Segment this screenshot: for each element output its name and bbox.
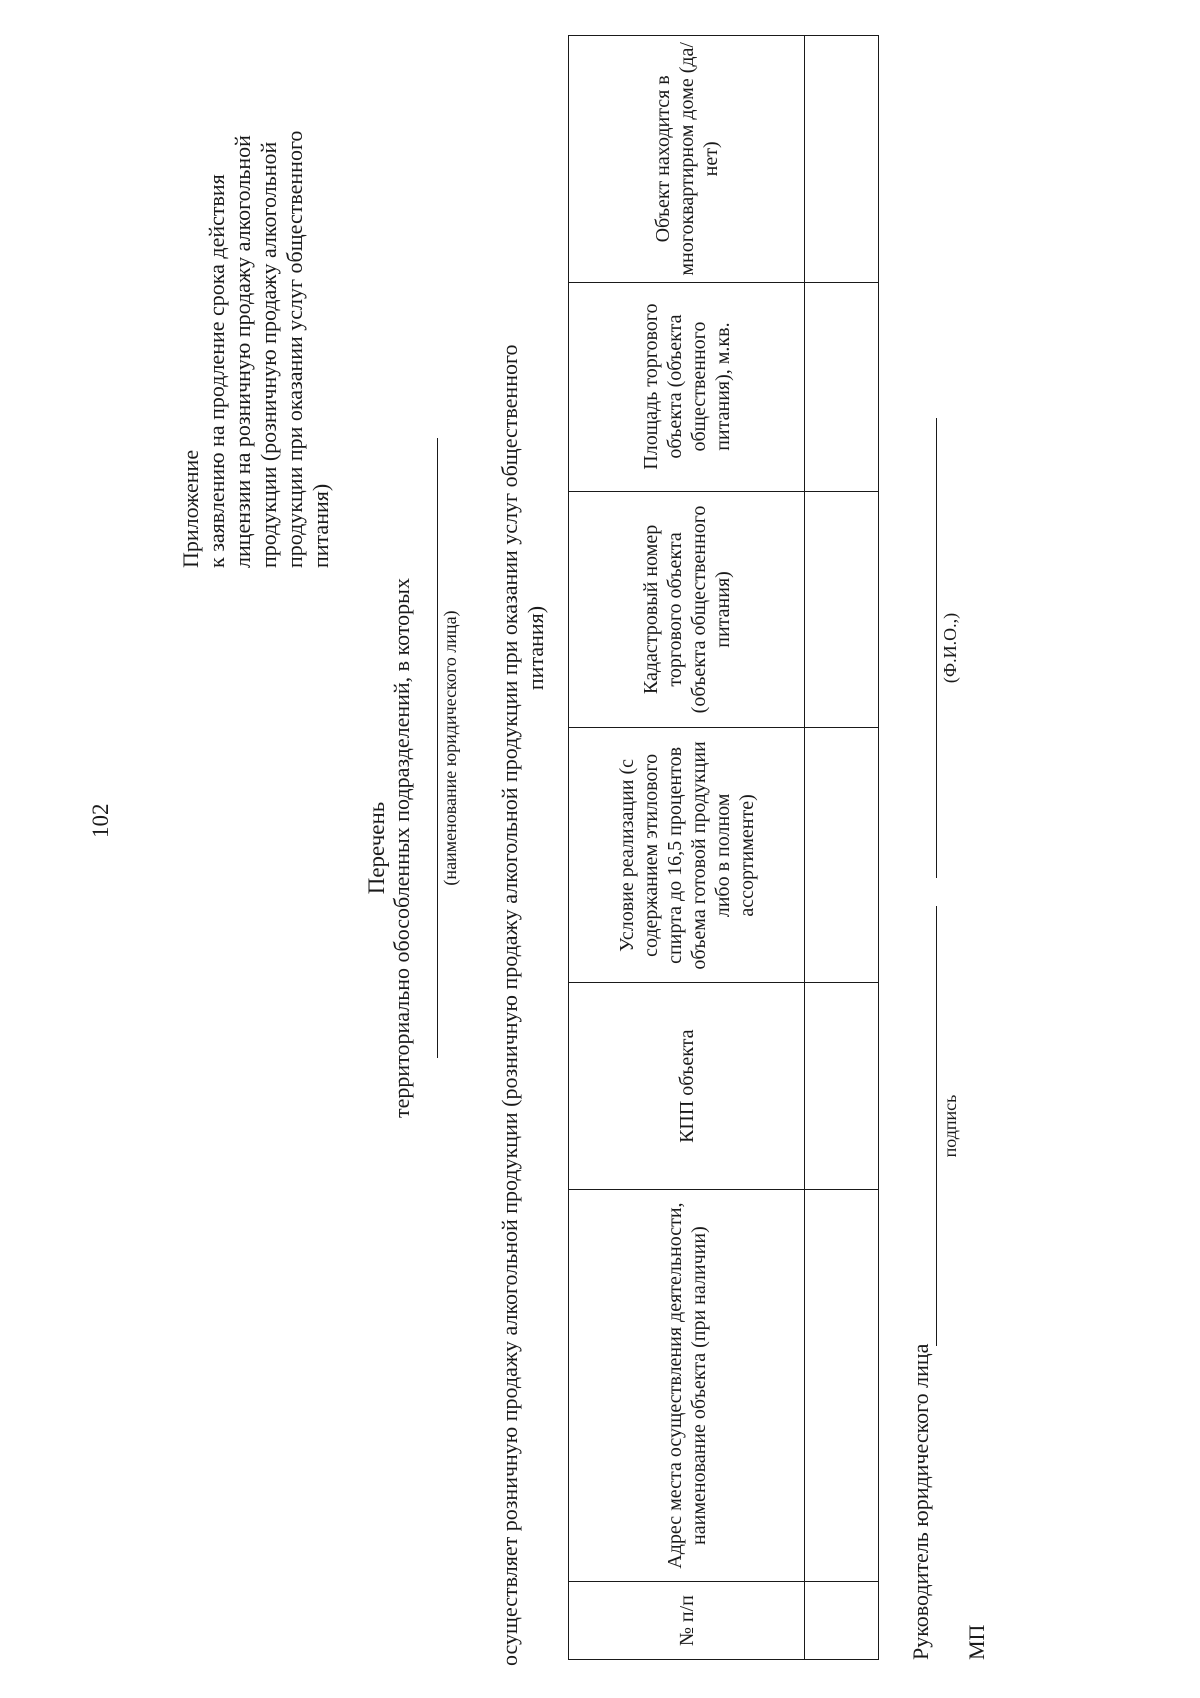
appendix-line: Приложение bbox=[178, 449, 203, 568]
table-cell[interactable] bbox=[805, 491, 879, 728]
column-header-kpp: КПП объекта bbox=[569, 983, 805, 1189]
appendix-line: питания) bbox=[308, 483, 333, 568]
table-cell[interactable] bbox=[805, 36, 879, 283]
full-name-caption: (Ф.И.О.,) bbox=[940, 612, 960, 684]
table-cell[interactable] bbox=[805, 282, 879, 491]
appendix-line: лицензии на розничную продажу алкогольной bbox=[230, 135, 255, 568]
signature-line[interactable] bbox=[936, 906, 937, 1346]
table-row bbox=[805, 36, 879, 1660]
appendix-line: продукции при оказании услуг общественного bbox=[282, 130, 307, 568]
column-header-apartment-building: Объект находится в многоквартирном доме (да/нет) bbox=[569, 36, 805, 283]
legal-entity-caption: (наименование юридического лица) bbox=[440, 610, 460, 886]
column-header-number: № п/п bbox=[569, 1582, 805, 1660]
full-name-line[interactable] bbox=[936, 418, 937, 878]
appendix-block bbox=[178, 8, 334, 568]
column-header-address: Адрес места осуществления деятельности, наименование объекта (при наличии) bbox=[569, 1189, 805, 1581]
subdivisions-table bbox=[568, 35, 879, 1660]
head-label: Руководитель юридического лица bbox=[908, 1343, 933, 1660]
seal-label: МП bbox=[964, 1624, 989, 1660]
column-header-sale-condition: Условие реализации (с содержанием этилового спирта до 16,5 процентов объема готовой продукции либо в полном ассортименте) bbox=[569, 728, 805, 983]
table-cell[interactable] bbox=[805, 983, 879, 1189]
table-header-row bbox=[569, 36, 805, 1660]
document-subtitle: территориально обособленных подразделений, в которых bbox=[389, 578, 414, 1118]
table-cell[interactable] bbox=[805, 1189, 879, 1581]
page-number: 102 bbox=[88, 803, 113, 838]
signature-caption: подпись bbox=[940, 1094, 960, 1158]
document-title: Перечень bbox=[364, 801, 389, 895]
activity-line-cont: питания) bbox=[523, 605, 548, 691]
appendix-line: к заявлению на продление срока действия bbox=[204, 174, 229, 568]
legal-entity-name-line bbox=[437, 438, 438, 1058]
column-header-area: Площадь торгового объекта (объекта общественного питания), м.кв. bbox=[569, 282, 805, 491]
table-cell[interactable] bbox=[805, 728, 879, 983]
appendix-line: продукции (розничную продажу алкогольной bbox=[256, 141, 281, 568]
activity-line: осуществляет розничную продажу алкогольной продукции (розничную продажу алкогольной продукции при оказании услуг общественного bbox=[497, 344, 522, 1666]
table-cell[interactable] bbox=[805, 1582, 879, 1660]
column-header-cadastral-number: Кадастровый номер торгового объекта (объекта общественного питания) bbox=[569, 491, 805, 728]
